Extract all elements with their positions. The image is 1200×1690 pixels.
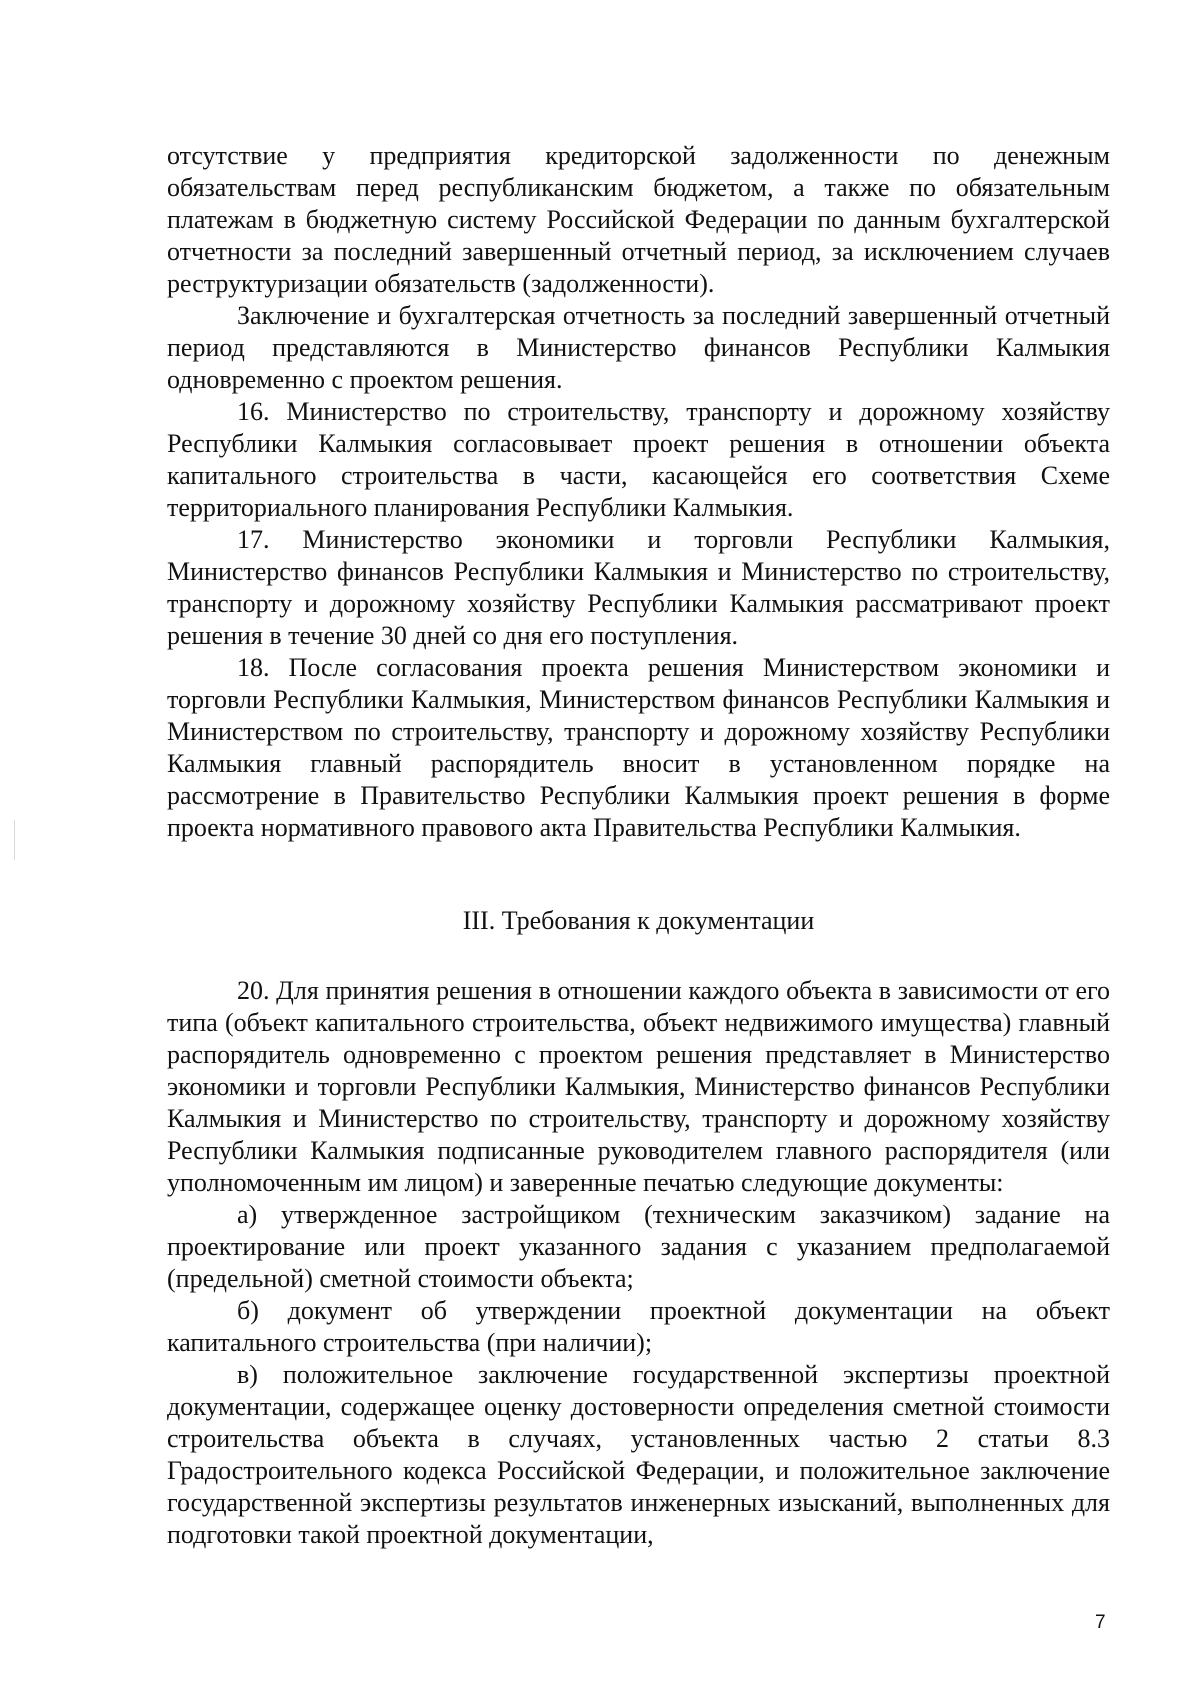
paragraph-16: 16. Министерство по строительству, транспорту и дорожному хозяйству Республики Калмыкия согласовывает проект решения в отношении объекта капитального строительства в части, касающейся его соответствия Схеме территориального планирования Республики Калмыкия. — [167, 397, 1110, 522]
text-block-bottom — [167, 975, 1110, 1551]
page-number: 7 — [1095, 1612, 1106, 1633]
paragraph-20-v: в) положительное заключение государственной экспертизы проектной документации, содержащее оценку достоверности определения сметной стоимости строительства объекта в случаях, установленных частью 2 статьи 8.3 Градостроительного кодекса Российской Федерации, и положительное заключение государственной экспертизы результатов инженерных изысканий, выполненных для подготовки такой проектной документации, — [167, 1360, 1110, 1549]
paragraph-20-a: а) утвержденное застройщиком (техническим заказчиком) задание на проектирование или проект указанного задания с указанием предполагаемой (предельной) сметной стоимости объекта; — [167, 1200, 1110, 1293]
paragraph-17: 17. Министерство экономики и торговли Республики Калмыкия, Министерство финансов Республики Калмыкия и Министерство по строительству, транспорту и дорожному хозяйству Республики Калмыкия рассматривают проект решения в течение 30 дней со дня его поступления. — [167, 525, 1110, 650]
paragraph-18: 18. После согласования проекта решения Министерством экономики и торговли Республики Калмыкия, Министерством финансов Республики Калмыкия и Министерством по строительству, транспорту и дорожному хозяйству Республики Калмыкия главный распорядитель вносит в установленном порядке на рассмотрение в Правительство Республики Калмыкия проект решения в форме проекта нормативного правового акта Правительства Республики Калмыкия. — [167, 653, 1110, 842]
text-block-top — [167, 140, 1110, 844]
scan-margin-mark — [14, 820, 15, 860]
paragraph-20: 20. Для принятия решения в отношении каждого объекта в зависимости от его типа (объект капитального строительства, объект недвижимого имущества) главный распорядитель одновременно с проектом решения представляет в Министерство экономики и торговли Республики Калмыкия, Министерство финансов Республики Калмыкия и Министерство по строительству, транспорту и дорожному хозяйству Республики Калмыкия подписанные руководителем главного распорядителя (или уполномоченным им лицом) и заверенные печатью следующие документы: — [167, 976, 1110, 1197]
paragraph-conclusion: Заключение и бухгалтерская отчетность за последний завершенный отчетный период представляются в Министерство финансов Республики Калмыкия одновременно с проектом решения. — [167, 301, 1110, 394]
section-heading: III. Требования к документации — [462, 906, 815, 935]
paragraph-continuation: отсутствие у предприятия кредиторской задолженности по денежным обязательствам перед республиканским бюджетом, а также по обязательным платежам в бюджетную систему Российской Федерации по данным бухгалтерской отчетности за последний завершенный отчетный период, за исключением случаев реструктуризации обязательств (задолженности). — [167, 141, 1110, 298]
paragraph-20-b: б) документ об утверждении проектной документации на объект капитального строительства (при наличии); — [167, 1296, 1110, 1357]
